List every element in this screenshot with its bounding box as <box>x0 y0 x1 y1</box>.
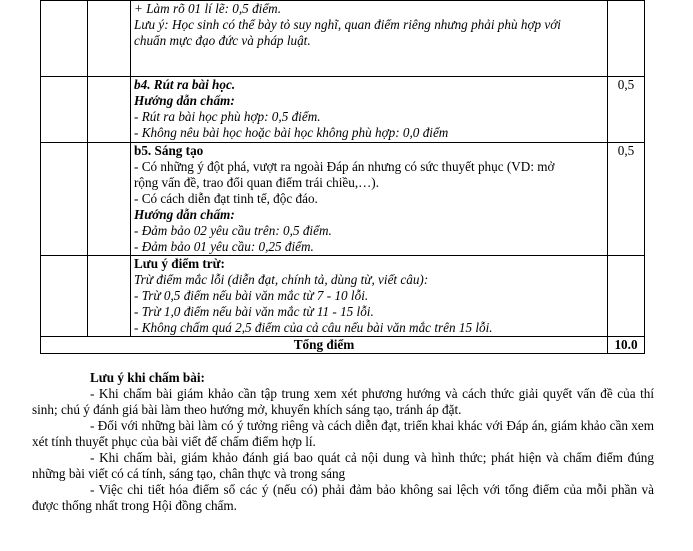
content-line: - Trừ 0,5 điểm nếu bài văn mắc từ 7 - 10 lỗi. <box>134 288 369 303</box>
content-cell <box>131 256 608 337</box>
content-cell <box>131 1 608 77</box>
content-line: Trừ điểm mắc lỗi (diễn đạt, chính tả, dùng từ, viết câu): <box>134 272 429 287</box>
table-row <box>41 256 645 337</box>
content-line: - Rút ra bài học phù hợp: 0,5 điểm. <box>134 109 321 124</box>
score-cell <box>608 1 645 77</box>
content-cell <box>131 77 608 143</box>
deduction-heading: Lưu ý điểm trừ: <box>134 256 225 271</box>
total-row <box>41 337 645 354</box>
notes-title: Lưu ý khi chấm bài: <box>90 370 205 385</box>
score-cell: 0,5 <box>608 143 645 256</box>
table-row <box>41 1 645 77</box>
content-line: - Không nêu bài học hoặc bài học không phù hợp: 0,0 điểm <box>134 125 449 140</box>
note-paragraph: - Khi chấm bài giám khảo cần tập trung xem xét phương hướng và cách thức giải quyết vấn đề của thí sinh; chú ý đánh giá bài làm theo hướng mở, khuyến khích sáng tạo, tránh áp đặt. <box>32 386 654 417</box>
content-line: - Có cách diễn đạt tinh tế, độc đáo. <box>134 191 318 206</box>
content-line: chuẩn mực đạo đức và pháp luật. <box>134 33 311 48</box>
note-paragraph: - Đối với những bài làm có ý tưởng riêng và cách diễn đạt, triển khai khác với Đáp án, giám khảo cần xem xét tính thuyết phục của bài viết để chấm điểm hợp lí. <box>32 418 654 449</box>
content-cell <box>131 143 608 256</box>
grading-subheading: Hướng dẫn chấm: <box>134 207 235 222</box>
score-cell <box>608 256 645 337</box>
content-line: + Làm rõ 01 lí lẽ: 0,5 điểm. <box>134 1 281 16</box>
total-label: Tổng điểm <box>41 337 608 354</box>
total-value: 10.0 <box>608 337 645 354</box>
grading-notes <box>32 370 654 514</box>
content-line: - Không chấm quá 2,5 điểm của cả câu nếu bài văn mắc trên 15 lỗi. <box>134 320 493 335</box>
criterion-heading: b5. Sáng tạo <box>134 143 204 158</box>
content-line: - Trừ 1,0 điểm nếu bài văn mắc từ 11 - 15 lỗi. <box>134 304 374 319</box>
grading-subheading: Hướng dẫn chấm: <box>134 93 235 108</box>
content-line: - Có những ý đột phá, vượt ra ngoài Đáp án nhưng có sức thuyết phục (VD: mở <box>134 159 555 174</box>
score-cell: 0,5 <box>608 77 645 143</box>
content-line: Lưu ý: Học sinh có thể bày tỏ suy nghĩ, quan điểm riêng nhưng phải phù hợp với <box>134 17 561 32</box>
content-line: - Đảm bảo 01 yêu cầu: 0,25 điểm. <box>134 239 314 254</box>
section-cell <box>41 1 88 77</box>
content-line: rộng vấn đề, trao đổi quan điểm trái chiều,…). <box>134 175 379 190</box>
note-paragraph: - Khi chấm bài, giám khảo đánh giá bao quát cả nội dung và hình thức; phát hiện và chấm điểm đúng những bài viết có cá tính, sáng tạo, chân thực và trong sáng <box>32 450 654 481</box>
question-cell <box>88 1 131 77</box>
criterion-heading: b4. Rút ra bài học. <box>134 77 236 92</box>
grading-table <box>40 0 645 354</box>
table-row <box>41 143 645 256</box>
table-row <box>41 77 645 143</box>
note-paragraph: - Việc chi tiết hóa điểm số các ý (nếu có) phải đảm bảo không sai lệch với tổng điểm của mỗi phần và được thống nhất trong Hội đồng chấm. <box>32 482 654 513</box>
content-line: - Đảm bảo 02 yêu cầu trên: 0,5 điểm. <box>134 223 332 238</box>
